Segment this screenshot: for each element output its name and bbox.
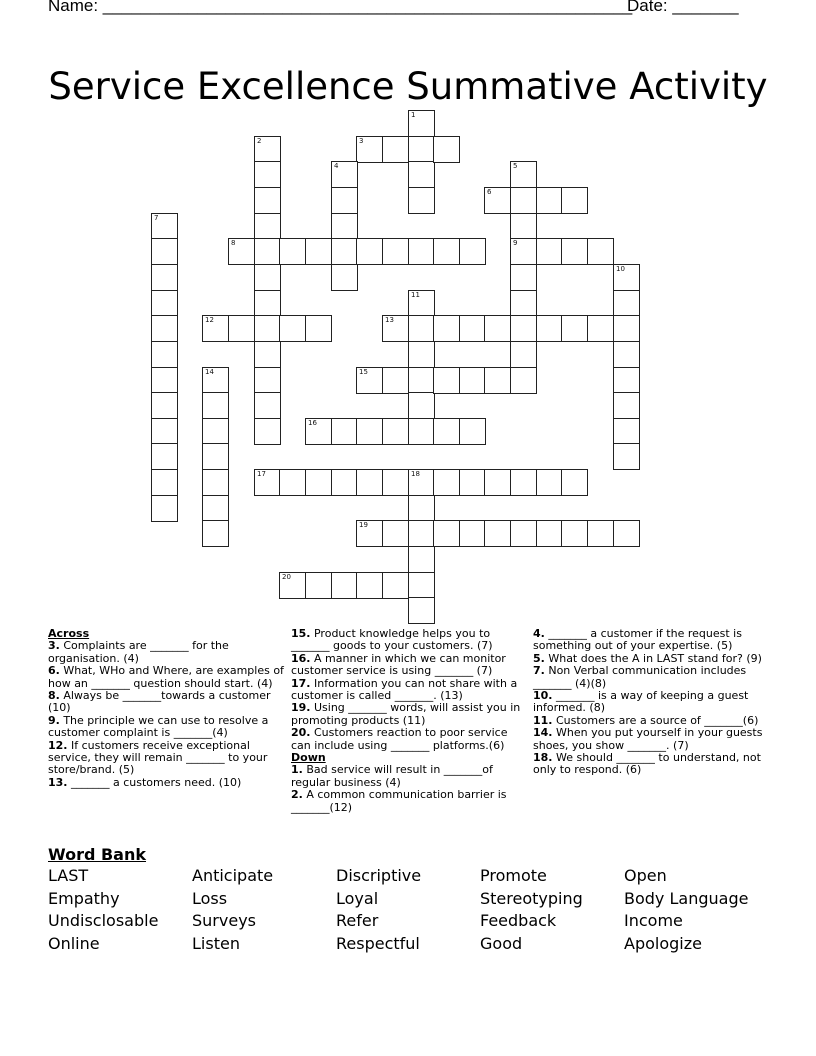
crossword-cell[interactable] (433, 418, 460, 445)
word-bank-item: Income (624, 911, 683, 931)
clue-number: 2 (257, 137, 262, 145)
crossword-cell[interactable] (408, 572, 435, 599)
crossword-cell[interactable] (331, 213, 358, 240)
clue-number: 20 (282, 573, 291, 581)
crossword-cell[interactable] (459, 418, 486, 445)
crossword-cell[interactable] (202, 367, 229, 394)
crossword-cell[interactable] (408, 136, 435, 163)
crossword-cell[interactable] (382, 418, 409, 445)
crossword-cell[interactable] (510, 161, 537, 188)
clue-across-15: 15. Product knowledge helps you to _______ goods to your customers. (7) (291, 627, 493, 653)
word-bank-item: Surveys (192, 911, 256, 931)
clue-number: 16 (308, 419, 317, 427)
crossword-cell[interactable] (382, 469, 409, 496)
word-bank-item: Listen (192, 933, 240, 953)
crossword-cell[interactable] (433, 315, 460, 342)
crossword-cell[interactable] (459, 238, 486, 265)
crossword-cell[interactable] (331, 238, 358, 265)
crossword-cell[interactable] (433, 238, 460, 265)
crossword-cell[interactable] (408, 110, 435, 137)
clue-number: 3 (359, 137, 364, 145)
crossword-cell[interactable] (408, 238, 435, 265)
clue-number: 7 (154, 214, 159, 222)
clue-down-18: 18. We should _______ to understand, not only to respond. (6) (533, 751, 761, 777)
crossword-cell[interactable] (408, 597, 435, 624)
crossword-cell[interactable] (459, 469, 486, 496)
crossword-cell[interactable] (613, 290, 640, 317)
crossword-cell[interactable] (561, 238, 588, 265)
crossword-cell[interactable] (510, 341, 537, 368)
crossword-cell[interactable] (202, 315, 229, 342)
crossword-cell[interactable] (459, 367, 486, 394)
crossword-cell[interactable] (151, 392, 178, 419)
crossword-cell[interactable] (484, 187, 511, 214)
word-bank-item: Discriptive (336, 866, 422, 885)
crossword-cell[interactable] (202, 469, 229, 496)
crossword-cell[interactable] (484, 520, 511, 547)
word-bank-item: Loss (192, 888, 228, 908)
clue-across-17: 17. Information you can not share with a customer is called _______. (13) (291, 676, 518, 703)
crossword-cell[interactable] (459, 315, 486, 342)
name-field-label: Name: ________________________________________________________ (48, 0, 633, 15)
clue-down-1: 1. Bad service will result in _______of regular business (4) (291, 763, 493, 789)
crossword-cell[interactable] (331, 418, 358, 445)
clue-number: 14 (205, 368, 214, 376)
crossword-cell[interactable] (382, 572, 409, 599)
clues-column-2 (291, 628, 529, 814)
clue-number: 4 (334, 162, 339, 170)
word-bank-item: Undisclosable (48, 911, 159, 931)
crossword-cell[interactable] (484, 315, 511, 342)
word-bank-item: Open (624, 866, 667, 885)
clue-number: 5 (513, 162, 518, 170)
clue-number: 18 (411, 470, 420, 478)
crossword-cell[interactable] (151, 264, 178, 291)
crossword-cell[interactable] (228, 238, 255, 265)
crossword-cell[interactable] (510, 367, 537, 394)
crossword-cell[interactable] (613, 443, 640, 470)
crossword-cell[interactable] (151, 443, 178, 470)
date-field-label: Date: _______ (627, 0, 739, 15)
crossword-cell[interactable] (305, 315, 332, 342)
crossword-cell[interactable] (254, 264, 281, 291)
crossword-cell[interactable] (382, 315, 409, 342)
crossword-cell[interactable] (408, 187, 435, 214)
crossword-cell[interactable] (561, 469, 588, 496)
crossword-cell[interactable] (202, 392, 229, 419)
word-bank-title: Word Bank (48, 845, 147, 864)
clue-down-10: 10. _______ is a way of keeping a guest informed. (8) (533, 689, 749, 715)
crossword-cell[interactable] (536, 315, 563, 342)
crossword-cell[interactable] (356, 238, 383, 265)
word-bank-item: Empathy (48, 888, 120, 908)
word-bank-item: Online (48, 933, 100, 953)
crossword-cell[interactable] (484, 469, 511, 496)
crossword-cell[interactable] (356, 418, 383, 445)
crossword-cell[interactable] (151, 213, 178, 240)
crossword-cell[interactable] (356, 469, 383, 496)
crossword-cell[interactable] (331, 161, 358, 188)
crossword-cell[interactable] (202, 443, 229, 470)
clue-down-4: 4. _______ a customer if the request is something out of your expertise. (5) (533, 627, 742, 653)
crossword-cell[interactable] (561, 315, 588, 342)
crossword-cell[interactable] (202, 495, 229, 522)
clue-number: 12 (205, 316, 214, 324)
clue-number: 8 (231, 239, 236, 247)
crossword-cell[interactable] (151, 418, 178, 445)
crossword-cell[interactable] (279, 315, 306, 342)
across-heading: Across (48, 627, 90, 640)
crossword-cell[interactable] (587, 520, 614, 547)
crossword-cell[interactable] (510, 469, 537, 496)
clue-across-12: 12. If customers receive exceptional service, they will remain _______ to your store/brand. (5) (48, 738, 268, 777)
clue-down-2: 2. A common communication barrier is _______(12) (291, 788, 507, 814)
crossword-cell[interactable] (151, 315, 178, 342)
crossword-cell[interactable] (356, 520, 383, 547)
crossword-cell[interactable] (561, 187, 588, 214)
crossword-cell[interactable] (459, 520, 486, 547)
crossword-cell[interactable] (408, 546, 435, 573)
crossword-cell[interactable] (254, 290, 281, 317)
crossword-cell[interactable] (254, 161, 281, 188)
crossword-cell[interactable] (151, 341, 178, 368)
crossword-cell[interactable] (331, 264, 358, 291)
clue-down-11: 11. Customers are a source of _______(6) (533, 713, 759, 727)
crossword-cell[interactable] (510, 213, 537, 240)
clue-down-14: 14. When you put yourself in your guests shoes, you show _______. (7) (533, 726, 763, 752)
crossword-cell[interactable] (433, 469, 460, 496)
crossword-cell[interactable] (254, 136, 281, 163)
clue-number: 1 (411, 111, 416, 119)
crossword-cell[interactable] (510, 520, 537, 547)
crossword-cell[interactable] (510, 238, 537, 265)
clue-across-6: 6. What, WHo and Where, are examples of how an _______ question should start. (4) (48, 664, 284, 690)
crossword-cell[interactable] (279, 572, 306, 599)
crossword-cell[interactable] (408, 495, 435, 522)
crossword-cell[interactable] (254, 213, 281, 240)
crossword-cell[interactable] (151, 238, 178, 265)
crossword-cell[interactable] (433, 367, 460, 394)
crossword-cell[interactable] (254, 341, 281, 368)
clue-down-7: 7. Non Verbal communication includes _______ (4)(8) (533, 664, 747, 690)
crossword-cell[interactable] (254, 469, 281, 496)
clue-across-20: 20. Customers reaction to poor service can include using _______ platforms.(6) (291, 726, 508, 752)
clue-number: 15 (359, 368, 368, 376)
crossword-cell[interactable] (613, 520, 640, 547)
crossword-cell[interactable] (382, 238, 409, 265)
clue-across-8: 8. Always be _______towards a customer (10) (48, 689, 271, 715)
crossword-cell[interactable] (305, 469, 332, 496)
word-bank-item: Apologize (624, 933, 702, 953)
crossword-cell[interactable] (408, 418, 435, 445)
crossword-cell[interactable] (408, 341, 435, 368)
crossword-cell[interactable] (433, 520, 460, 547)
crossword-cell[interactable] (408, 161, 435, 188)
word-bank-item: Loyal (336, 888, 379, 908)
crossword-cell[interactable] (331, 469, 358, 496)
word-bank (48, 866, 768, 956)
crossword-cell[interactable] (561, 520, 588, 547)
crossword-cell[interactable] (510, 290, 537, 317)
crossword-cell[interactable] (510, 187, 537, 214)
crossword-cell[interactable] (382, 136, 409, 163)
crossword-cell[interactable] (202, 418, 229, 445)
crossword-cell[interactable] (408, 469, 435, 496)
word-bank-item: LAST (48, 866, 89, 885)
crossword-cell[interactable] (536, 187, 563, 214)
word-bank-item: Stereotyping (480, 888, 583, 908)
crossword-cell[interactable] (228, 315, 255, 342)
clue-number: 19 (359, 521, 368, 529)
clue-number: 11 (411, 291, 420, 299)
crossword-cell[interactable] (254, 392, 281, 419)
crossword-cell[interactable] (202, 520, 229, 547)
crossword-cell[interactable] (331, 572, 358, 599)
page-title: Service Excellence Summative Activity (48, 64, 768, 108)
crossword-cell[interactable] (484, 367, 511, 394)
crossword-cell[interactable] (408, 520, 435, 547)
crossword-cell[interactable] (587, 315, 614, 342)
word-bank-item: Body Language (624, 888, 749, 908)
crossword-cell[interactable] (254, 367, 281, 394)
crossword-cell[interactable] (382, 367, 409, 394)
word-bank-item: Promote (480, 866, 547, 885)
crossword-cell[interactable] (254, 315, 281, 342)
crossword-cell[interactable] (587, 238, 614, 265)
clues-column-3 (533, 628, 771, 777)
crossword-cell[interactable] (356, 367, 383, 394)
crossword-cell[interactable] (408, 367, 435, 394)
clue-number: 17 (257, 470, 266, 478)
word-bank-item: Good (480, 933, 523, 953)
crossword-cell[interactable] (613, 264, 640, 291)
word-bank-item: Respectful (336, 933, 420, 953)
clue-number: 10 (616, 265, 625, 273)
crossword-cell[interactable] (510, 315, 537, 342)
clue-across-19: 19. Using _______ words, will assist you in promoting products (11) (291, 701, 521, 727)
crossword-cell[interactable] (254, 238, 281, 265)
clue-across-13: 13. _______ a customers need. (10) (48, 775, 242, 789)
crossword-cell[interactable] (433, 136, 460, 163)
crossword-cell[interactable] (151, 495, 178, 522)
clue-number: 6 (487, 188, 492, 196)
crossword-cell[interactable] (408, 392, 435, 419)
crossword-cell[interactable] (305, 572, 332, 599)
crossword-cell[interactable] (151, 290, 178, 317)
down-heading: Down (291, 751, 326, 765)
crossword-cell[interactable] (151, 469, 178, 496)
crossword-cell[interactable] (510, 264, 537, 291)
clues-column-1 (48, 628, 286, 789)
crossword-cell[interactable] (356, 572, 383, 599)
clue-across-9: 9. The principle we can use to resolve a customer complaint is _______(4) (48, 713, 269, 740)
word-bank-item: Refer (336, 911, 379, 931)
crossword-cell[interactable] (151, 367, 178, 394)
crossword-cell[interactable] (279, 469, 306, 496)
crossword-cell[interactable] (613, 367, 640, 394)
crossword-cell[interactable] (408, 290, 435, 317)
crossword-cell[interactable] (536, 469, 563, 496)
crossword-cell[interactable] (613, 392, 640, 419)
crossword-cell[interactable] (408, 315, 435, 342)
crossword-cell[interactable] (254, 187, 281, 214)
crossword-cell[interactable] (356, 136, 383, 163)
clue-across-16: 16. A manner in which we can monitor customer service is using _______ (7) (291, 651, 506, 678)
crossword-cell[interactable] (613, 315, 640, 342)
crossword-cell[interactable] (382, 520, 409, 547)
crossword-cell[interactable] (613, 418, 640, 445)
clue-across-3: 3. Complaints are _______ for the organisation. (4) (48, 639, 229, 665)
crossword-cell[interactable] (536, 520, 563, 547)
word-bank-item: Anticipate (192, 866, 274, 885)
crossword-cell[interactable] (305, 238, 332, 265)
crossword-cell[interactable] (331, 187, 358, 214)
crossword-cell[interactable] (305, 418, 332, 445)
crossword-cell[interactable] (536, 238, 563, 265)
word-bank-item: Feedback (480, 911, 557, 931)
crossword-cell[interactable] (254, 418, 281, 445)
clue-number: 9 (513, 239, 518, 247)
crossword-cell[interactable] (279, 238, 306, 265)
clue-number: 13 (385, 316, 394, 324)
clue-down-5: 5. What does the A in LAST stand for? (9) (533, 651, 762, 665)
crossword-cell[interactable] (613, 341, 640, 368)
